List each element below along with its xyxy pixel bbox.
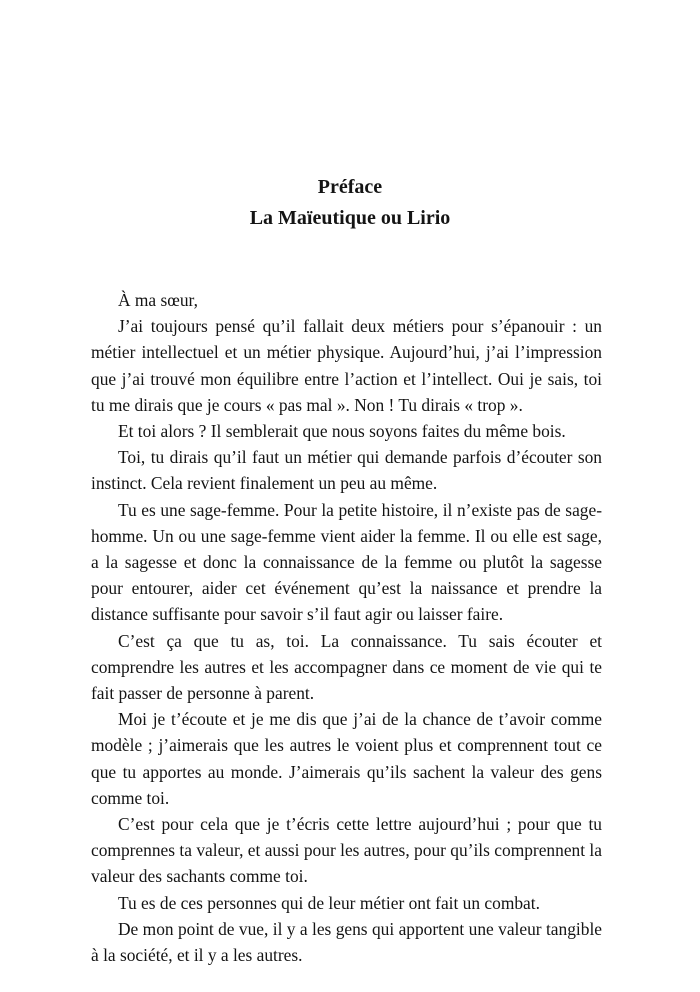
paragraph: De mon point de vue, il y a les gens qui apportent une valeur tangible à la société, et il y a les autres. xyxy=(91,918,602,966)
paragraph: Moi je t’écoute et je me dis que j’ai de la chance de t’avoir comme modèle ; j’aimerais que les autres le voient plus et comprennent tout ce que tu apportes au monde. J’aimerais qu’ils sachent la valeur des gens comme toi. xyxy=(91,709,602,808)
page-subtitle: La Maïeutique ou Lirio xyxy=(249,207,451,229)
paragraph: C’est pour cela que je t’écris cette lettre aujourd’hui ; pour que tu comprennes ta valeur, et aussi pour les autres, pour qu’ils comprennent la valeur des sachants comme toi. xyxy=(91,814,602,887)
paragraph: Toi, tu dirais qu’il faut un métier qui demande parfois d’écouter son instinct. Cela revient finalement un peu au même. xyxy=(91,447,602,494)
paragraph: C’est ça que tu as, toi. La connaissance. Tu sais écouter et comprendre les autres et les accompagner dans ce moment de vie qui te fait passer de personne à parent. xyxy=(91,630,602,704)
paragraph: Tu es de ces personnes qui de leur métier ont fait un combat. xyxy=(118,892,540,913)
page-title: Préface xyxy=(317,176,383,198)
body-text xyxy=(91,287,602,968)
paragraph: Tu es une sage-femme. Pour la petite histoire, il n’existe pas de sage-homme. Un ou une sage-femme vient aider la femme. Il ou elle est sage, a la sagesse et donc la connaissance de la femme ou plutôt la sagesse pour entourer, aider cet événement qu’est la naissance et prendre la distance suffisante pour savoir s’il faut agir ou laisser faire. xyxy=(91,499,602,625)
paragraph: J’ai toujours pensé qu’il fallait deux métiers pour s’épanouir : un métier intellectuel et un métier physique. Aujourd’hui, j’ai l’impression que j’ai trouvé mon équilibre entre l’action et l’intellect. Oui je sais, toi tu me dirais que je cours « pas mal ». Non ! Tu dirais « trop ». xyxy=(91,316,602,415)
paragraph: Et toi alors ? Il semblerait que nous soyons faites du même bois. xyxy=(118,421,566,442)
page-heading xyxy=(0,172,700,234)
paragraph-salutation: À ma sœur, xyxy=(118,290,198,310)
